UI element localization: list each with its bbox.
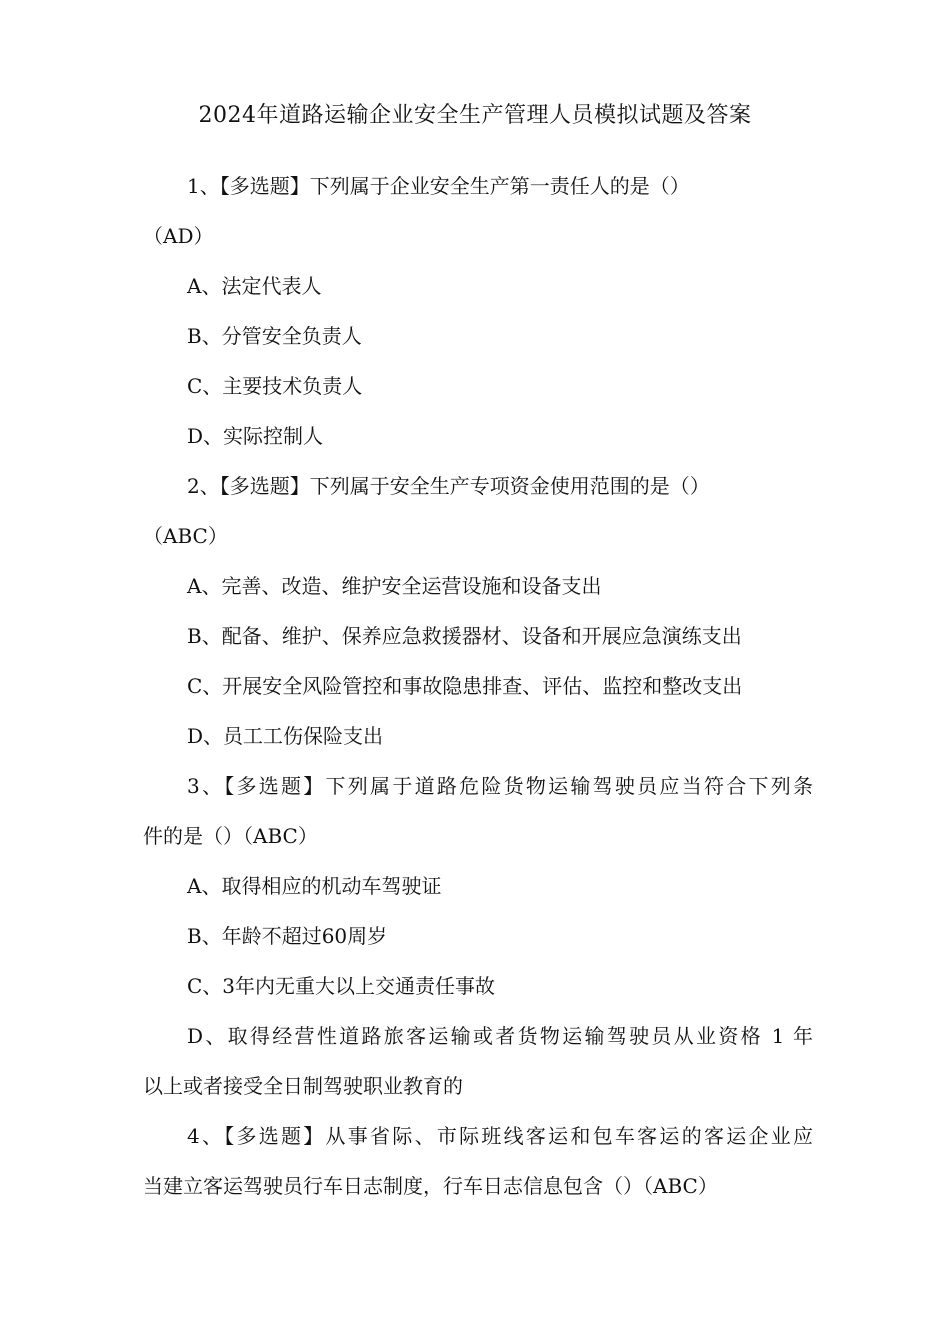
- question-1-option-d: D、实际控制人: [187, 424, 324, 448]
- document-body: [143, 168, 813, 1218]
- question-3-option-d: D、取得经营性道路旅客运输或者货物运输驾驶员从业资格 1 年: [187, 1024, 813, 1048]
- question-2-option-b: B、配备、维护、保养应急救援器材、设备和开展应急演练支出: [187, 624, 742, 648]
- question-3-option-b: B、年龄不超过60周岁: [187, 924, 388, 948]
- document-title: 2024年道路运输企业安全生产管理人员模拟试题及答案: [198, 103, 752, 128]
- question-3-option-d-continued: 以上或者接受全日制驾驶职业教育的: [143, 1074, 463, 1098]
- question-3-stem-continued: 件的是（）（ABC）: [143, 824, 318, 848]
- question-1-option-c: C、主要技术负责人: [187, 374, 363, 398]
- question-3-stem: 3、【多选题】下列属于道路危险货物运输驾驶员应当符合下列条: [187, 774, 813, 798]
- question-2-option-a: A、完善、改造、维护安全运营设施和设备支出: [187, 574, 602, 598]
- question-1-stem: 1、【多选题】下列属于企业安全生产第一责任人的是（）: [187, 174, 690, 198]
- question-2-option-d: D、员工工伤保险支出: [187, 724, 384, 748]
- question-2-answer: （ABC）: [143, 524, 228, 548]
- question-3-option-c: C、3年内无重大以上交通责任事故: [187, 974, 496, 998]
- question-1-option-a: A、法定代表人: [187, 274, 322, 298]
- question-2-option-c: C、开展安全风险管控和事故隐患排查、评估、监控和整改支出: [187, 674, 743, 698]
- question-4-stem-continued: 当建立客运驾驶员行车日志制度，行车日志信息包含（）（ABC）: [143, 1174, 718, 1198]
- question-3-option-a: A、取得相应的机动车驾驶证: [187, 874, 442, 898]
- question-4-stem: 4、【多选题】从事省际、市际班线客运和包车客运的客运企业应: [187, 1124, 813, 1148]
- question-1-option-b: B、分管安全负责人: [187, 324, 362, 348]
- question-1-answer: （AD）: [143, 224, 214, 248]
- question-2-stem: 2、【多选题】下列属于安全生产专项资金使用范围的是（）: [187, 474, 710, 498]
